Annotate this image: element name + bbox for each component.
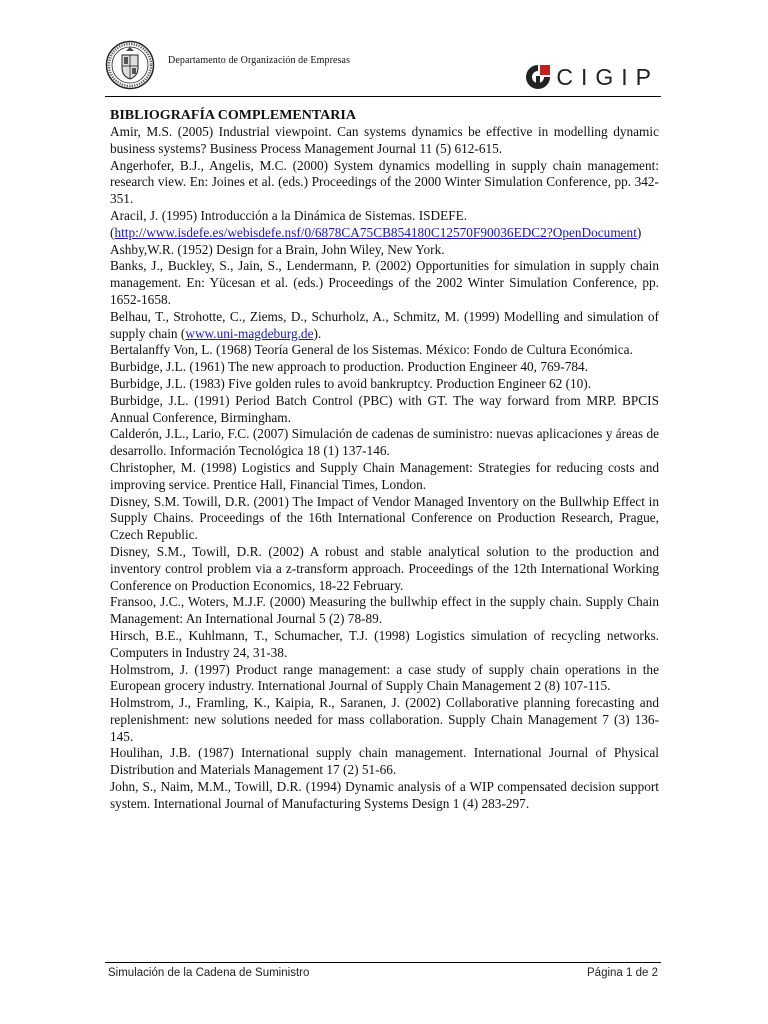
bibliography-entry: Burbidge, J.L. (1961) The new approach to production. Production Engineer 40, 769-784. — [110, 359, 588, 375]
bibliography-entry: Fransoo, J.C., Woters, M.J.F. (2000) Measuring the bullwhip effect in the supply chain. Supply Chain Management: An International Journal 5 (2) 78-89. — [110, 594, 659, 627]
bibliography-entry: Holmstrom, J., Framling, K., Kaipia, R., Saranen, J. (2002) Collaborative planning forecasting and replenishment: new solutions needed for mass collaboration. Supply Chain Management 7 (3) 136-145. — [110, 695, 659, 744]
logo-text: CIGIP — [556, 63, 659, 90]
bibliography-entry: Disney, S.M. Towill, D.R. (2001) The Impact of Vendor Managed Inventory on the Bullwhip Effect in Supply Chains. Proceedings of the 16th International Conference on Production Research, Prague, Czech Republic. — [110, 493, 659, 543]
bibliography-entry: Disney, S.M., Towill, D.R. (2002) A robust and stable analytical solution to the production and inventory control problem via a z-transform approach. Proceedings of the 12th International Working Conference on Production Economics, 18-22 February. — [110, 543, 659, 593]
department-name: Departamento de Organización de Empresas — [168, 55, 351, 66]
bibliography-entry: John, S., Naim, M.M., Towill, D.R. (1994) Dynamic analysis of a WIP compensated decision support system. International Journal of Manufacturing Systems Design 1 (4) 283-297. — [110, 779, 659, 811]
header-rule — [105, 96, 661, 97]
footer-page-number: Página 1 de 2 — [587, 967, 658, 979]
bibliography-entry: Hirsch, B.E., Kuhlmann, T., Schumacher, T.J. (1998) Logistics simulation of recycling networks. Computers in Industry 24, 31-38. — [110, 627, 659, 660]
bibliography-entry: Calderón, J.L., Lario, F.C. (2007) Simulación de cadenas de suministro: nuevas aplicaciones y áreas de desarrollo. Información Tecnológica 18 (1) 137-146. — [110, 426, 659, 459]
uni-magdeburg-link[interactable]: www.uni-magdeburg.de — [185, 325, 314, 341]
section-title: BIBLIOGRAFÍA COMPLEMENTARIA — [110, 108, 356, 123]
bibliography-content — [110, 107, 659, 813]
bibliography-entry: Aracil, J. (1995) Introducción a la Dinámica de Sistemas. ISDEFE. (http://www.isdefe.es/webisdefe.nsf/0/6878CA75CB854180C12570F90036EDC2?OpenDocument) — [110, 207, 642, 240]
bibliography-entry: Amir, M.S. (2005) Industrial viewpoint. Can systems dynamics be effective in modelling dynamic business systems? Business Process Management Journal 11 (5) 612-615. — [110, 124, 659, 156]
bibliography-entry: Holmstrom, J. (1997) Product range management: a case study of supply chain operations in the European grocery industry. International Journal of Supply Chain Management 2 (8) 107-115. — [110, 661, 659, 694]
bibliography-entry: Bertalanffy Von, L. (1968) Teoría General de los Sistemas. México: Fondo de Cultura Económica. — [110, 342, 633, 358]
bibliography-entry: Banks, J., Buckley, S., Jain, S., Lendermann, P. (2002) Opportunities for simulation in supply chain management. En: Yücesan et al. (eds.) Proceedings of the 2002 Winter Simulation Conference, pp. 1652-1658. — [110, 258, 659, 307]
bibliography-entry: Houlihan, J.B. (1987) International supply chain management. International Journal of Physical Distribution and Materials Management 17 (2) 51-66. — [110, 745, 659, 778]
cigip-logo — [524, 63, 659, 91]
page-header — [105, 40, 661, 96]
university-seal-icon — [105, 40, 155, 90]
bibliography-entry: Ashby,W.R. (1952) Design for a Brain, John Wiley, New York. — [110, 241, 445, 257]
cigip-logo-icon — [524, 63, 552, 91]
bibliography-entry: Christopher, M. (1998) Logistics and Supply Chain Management: Strategies for reducing costs and improving service. Prentice Hall, Financial Times, London. — [110, 459, 659, 492]
bibliography-entry: Angerhofer, B.J., Angelis, M.C. (2000) System dynamics modelling in supply chain management: research view. En: Joines et al. (eds.) Proceedings of the 2000 Winter Simulation Conference, pp. 342-351. — [110, 157, 659, 207]
bibliography-entry: Burbidge, J.L. (1983) Five golden rules to avoid bankruptcy. Production Engineer 62 (10). — [110, 375, 592, 391]
isdefe-link[interactable]: http://www.isdefe.es/webisdefe.nsf/0/6878CA75CB854180C12570F90036EDC2?OpenDocument — [114, 224, 637, 240]
bibliography-entry: Burbidge, J.L. (1991) Period Batch Control (PBC) with GT. The way forward from MRP. BPCIS Annual Conference, Birmingham. — [110, 392, 659, 425]
footer-course-title: Simulación de la Cadena de Suministro — [108, 967, 310, 979]
bibliography-entry: Belhau, T., Strohotte, C., Ziems, D., Schurholz, A., Schmitz, M. (1999) Modelling and simulation of supply chain (www.uni-magdeburg.de). — [110, 308, 659, 341]
footer-rule — [105, 962, 661, 963]
